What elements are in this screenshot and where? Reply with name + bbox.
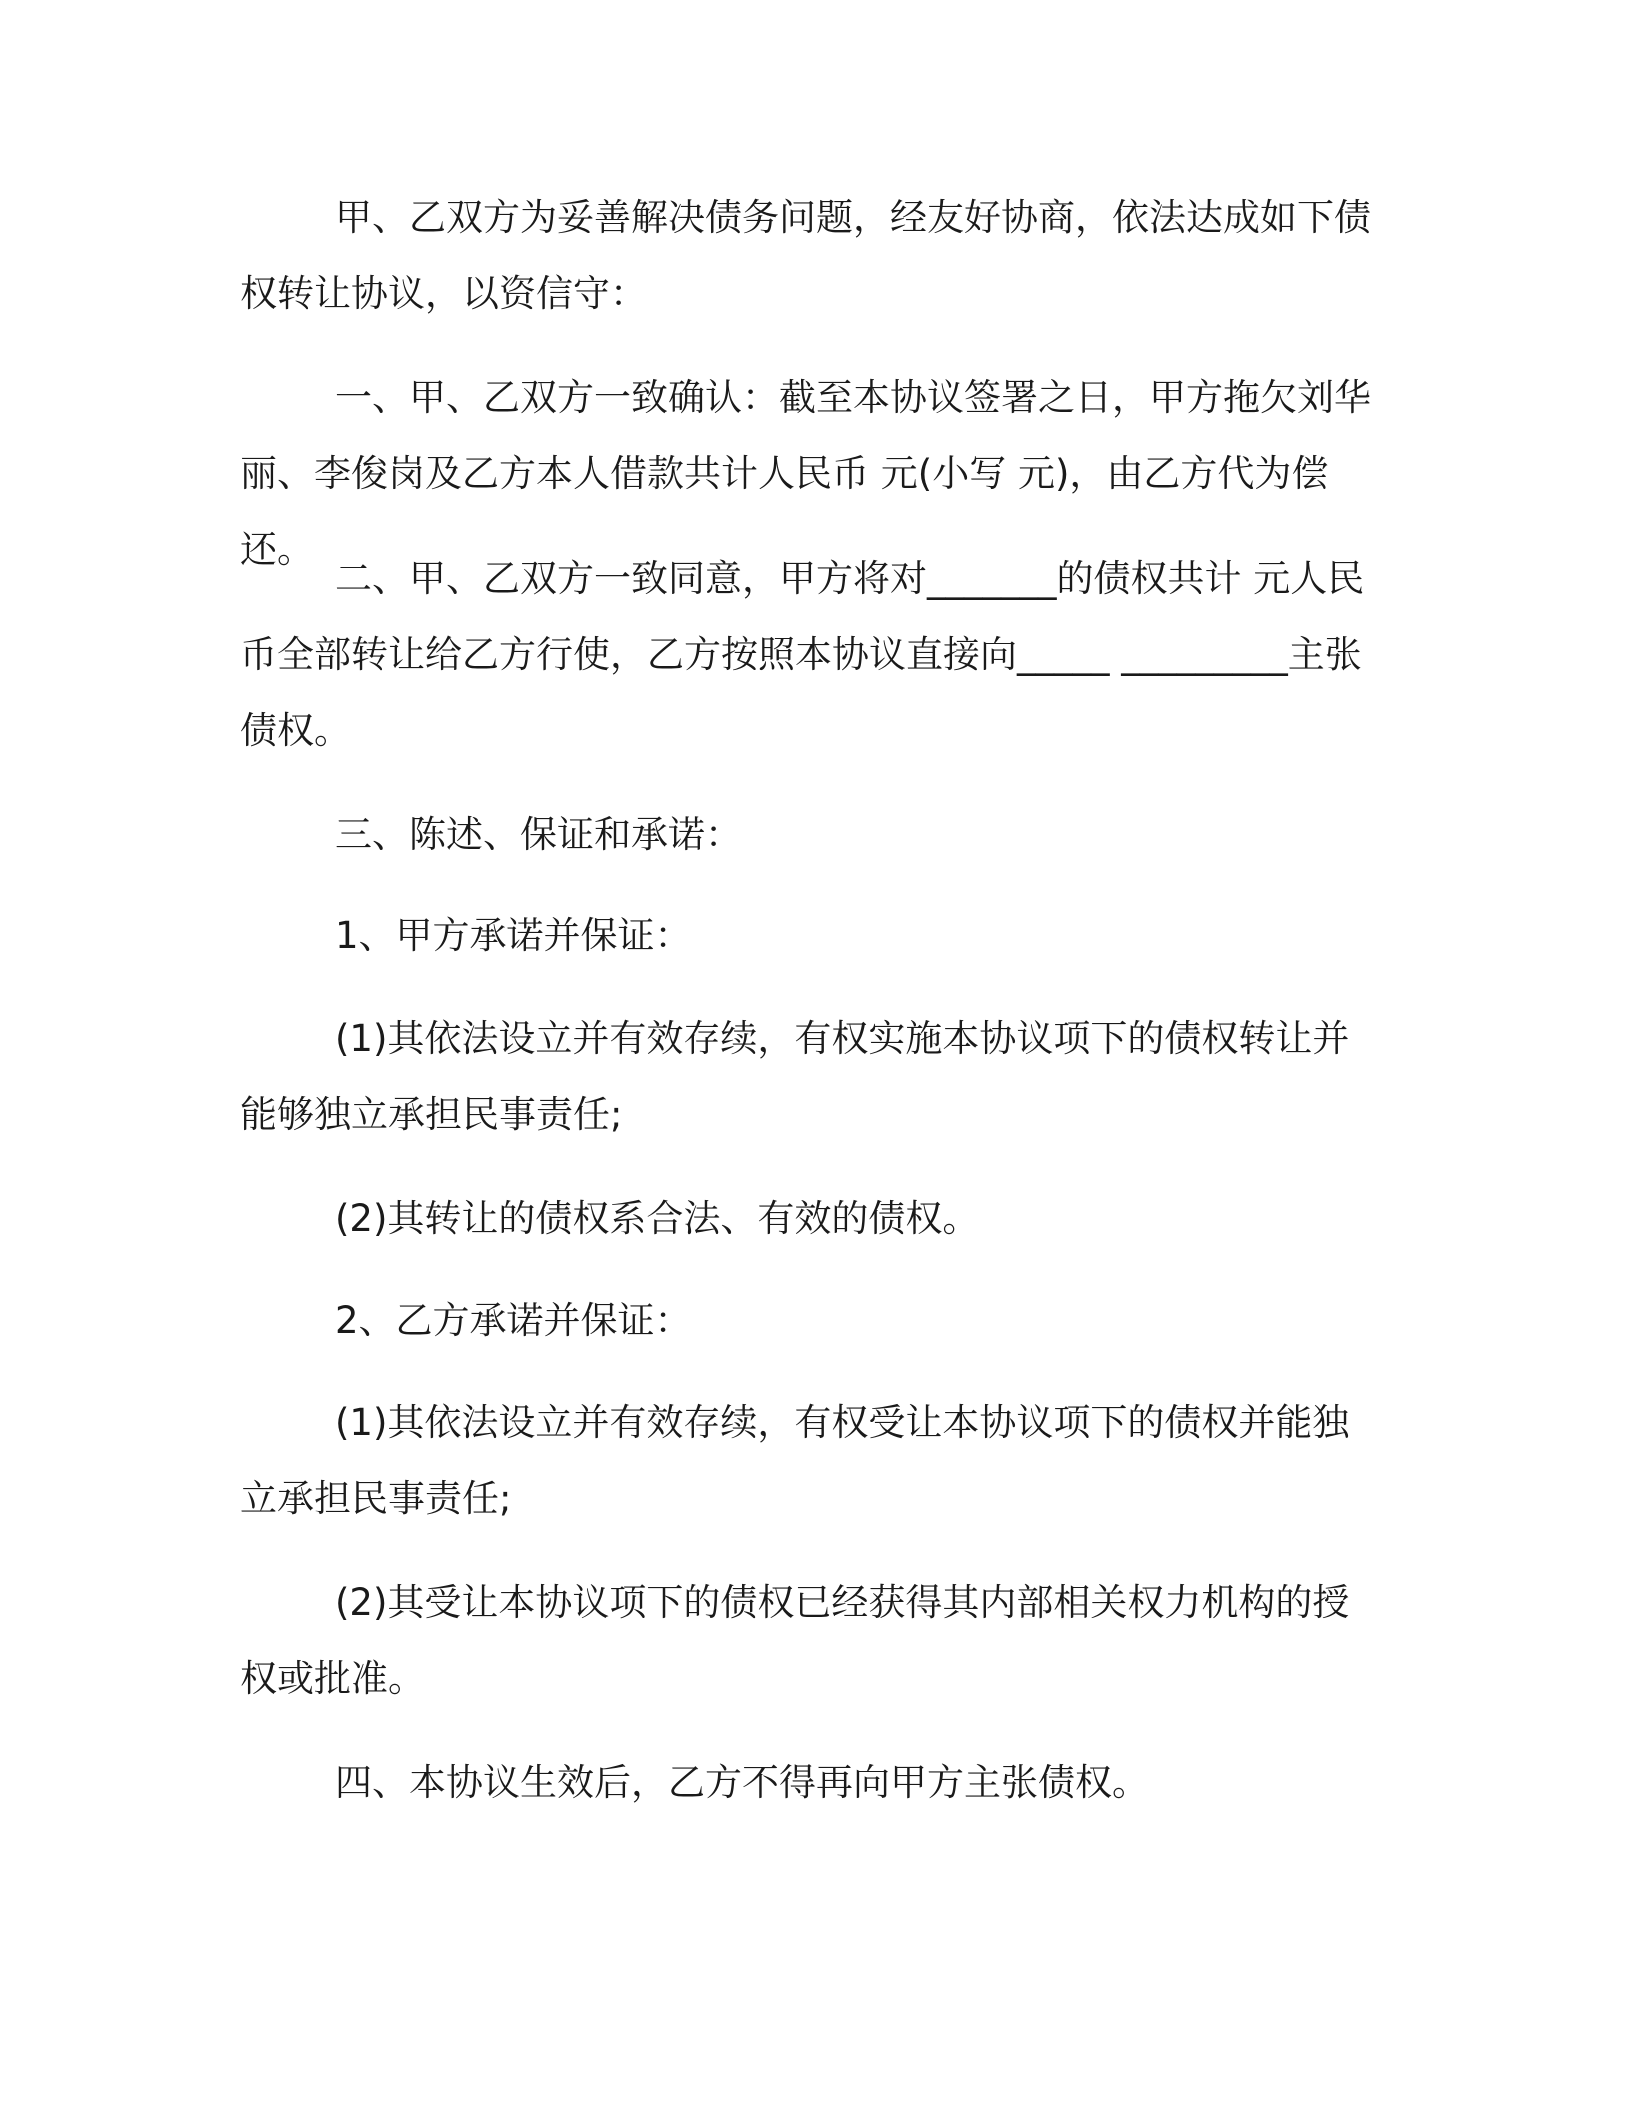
- paragraph-party-a-heading: 1、甲方承诺并保证：: [335, 914, 692, 957]
- paragraph-clause-2: 二、甲、乙双方一致同意，甲方将对_______的债权共计 元人民币全部转让给乙方行使，乙方按照本协议直接向_____ _________主张债权。: [240, 557, 1365, 752]
- paragraph-party-a-item-2: (2)其转让的债权系合法、有效的债权。: [335, 1197, 980, 1240]
- paragraph-clause-1: 一、甲、乙双方一致确认：截至本协议签署之日，甲方拖欠刘华丽、李俊岗及乙方本人借款共计人民币 元(小写 元)，由乙方代为偿还。: [240, 376, 1371, 571]
- paragraph-party-b-item-2: (2)其受让本协议项下的债权已经获得其内部相关权力机构的授权或批准。: [240, 1581, 1350, 1700]
- paragraph-party-b-item-1: (1)其依法设立并有效存续，有权受让本协议项下的债权并能独立承担民事责任;: [240, 1401, 1350, 1520]
- paragraph-clause-3-heading: 三、陈述、保证和承诺：: [335, 813, 742, 856]
- paragraph-clause-4: 四、本协议生效后，乙方不得再向甲方主张债权。: [335, 1761, 1149, 1804]
- paragraph-preamble: 甲、乙双方为妥善解决债务问题，经友好协商，依法达成如下债权转让协议，以资信守：: [240, 196, 1371, 315]
- paragraph-party-a-item-1: (1)其依法设立并有效存续，有权实施本协议项下的债权转让并能够独立承担民事责任;: [240, 1017, 1350, 1136]
- paragraph-party-b-heading: 2、乙方承诺并保证：: [335, 1299, 692, 1342]
